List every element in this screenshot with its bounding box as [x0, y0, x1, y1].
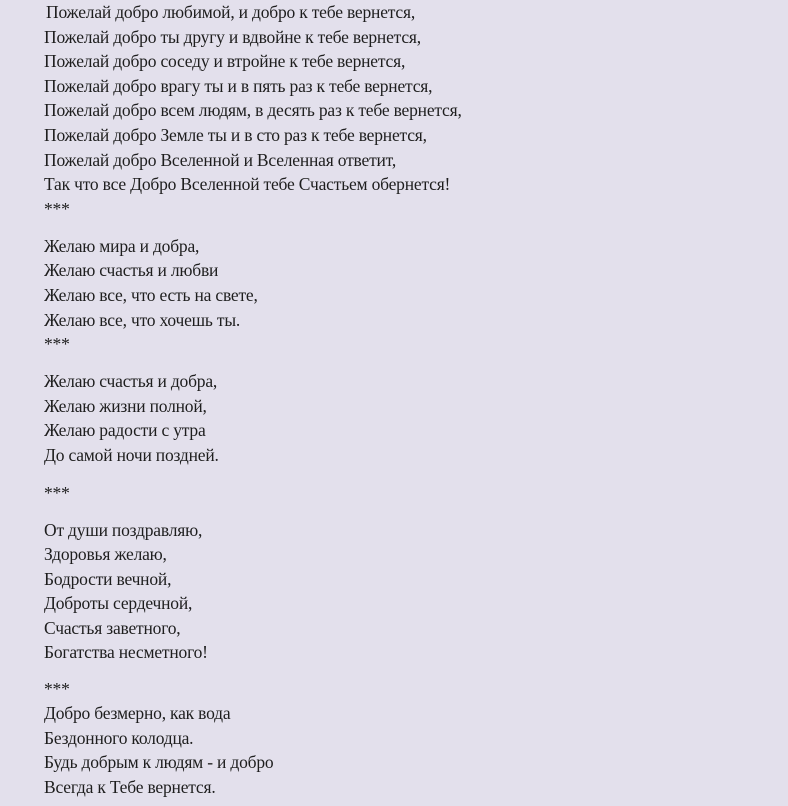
stanza-5-line-1: Добро безмерно, как вода: [44, 703, 231, 724]
stanza-2-line-3: Желаю все, что есть на свете,: [44, 284, 258, 305]
stanza-separator: ***: [44, 198, 70, 219]
stanza-3-line-3: Желаю радости с утра: [44, 420, 206, 441]
stanza-1-line-8: Так что все Добро Вселенной тебе Счастьем обернется!: [44, 174, 451, 195]
stanza-5-line-3: Будь добрым к людям - и добро: [44, 752, 274, 773]
stanza-1-line-2: Пожелай добро ты другу и вдвойне к тебе вернется,: [44, 26, 421, 47]
stanza-4-line-4: Доброты сердечной,: [44, 593, 193, 614]
stanza-2-line-2: Желаю счастья и любви: [44, 260, 219, 281]
stanza-1-line-6: Пожелай добро Земле ты и в сто раз к тебе вернется,: [44, 124, 427, 145]
stanza-4-line-1: От души поздравляю,: [44, 519, 203, 540]
stanza-1-line-7: Пожелай добро Вселенной и Вселенная ответит,: [44, 149, 396, 170]
stanza-1-line-3: Пожелай добро соседу и втройне к тебе вернется,: [44, 51, 406, 72]
stanza-3-line-4: До самой ночи поздней.: [44, 444, 219, 465]
stanza-1-line-5: Пожелай добро всем людям, в десять раз к тебе вернется,: [44, 100, 462, 121]
stanza-1-line-1: Пожелай добро любимой, и добро к тебе вернется,: [46, 2, 416, 22]
stanza-5-line-2: Бездонного колодца.: [44, 727, 194, 748]
stanza-4-line-5: Счастья заветного,: [44, 617, 181, 638]
poem-text: [44, 0, 744, 799]
stanza-separator: ***: [44, 334, 70, 355]
stanza-3-line-1: Желаю счастья и добра,: [44, 371, 218, 392]
stanza-3-line-2: Желаю жизни полной,: [44, 395, 207, 416]
stanza-4-line-2: Здоровья желаю,: [44, 544, 167, 565]
stanza-separator: ***: [44, 679, 70, 700]
stanza-separator: ***: [44, 482, 70, 503]
stanza-2-line-1: Желаю мира и добра,: [44, 235, 200, 256]
stanza-1-line-4: Пожелай добро врагу ты и в пять раз к тебе вернется,: [44, 75, 433, 96]
stanza-4-line-6: Богатства несметного!: [44, 642, 208, 663]
stanza-4-line-3: Бодрости вечной,: [44, 568, 172, 589]
stanza-2-line-4: Желаю все, что хочешь ты.: [44, 309, 241, 330]
stanza-5-line-4: Всегда к Тебе вернется.: [44, 776, 216, 797]
